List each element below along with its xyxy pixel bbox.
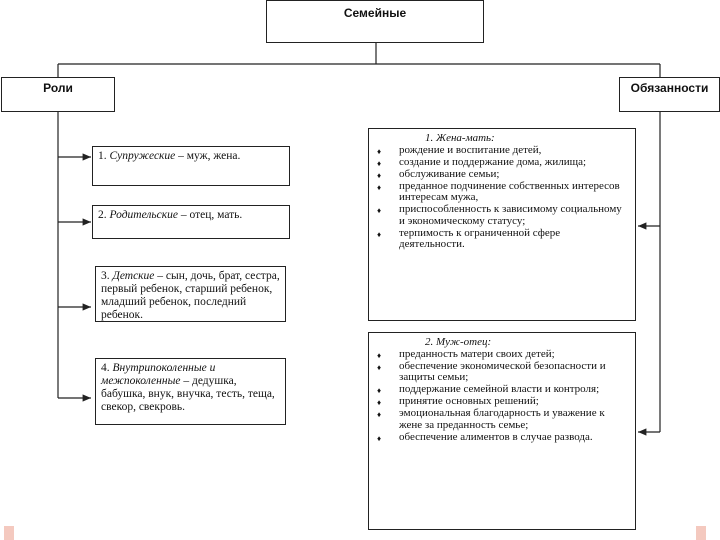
duty-item: ♦ принятие основных решений;	[389, 396, 627, 408]
decorative-stripe-left	[4, 526, 14, 540]
role-members: – сын, дочь, брат, сестра, первый ребенок, старший ребенок, младший ребенок, последний ребенок.	[101, 270, 280, 321]
roles-header-box	[1, 77, 115, 112]
duty-item: ♦ рождение и воспитание детей,	[389, 145, 627, 157]
duty-item: ♦ эмоциональная благодарность и уважение к жене за преданность семье;	[389, 408, 627, 431]
duties-header-box	[619, 77, 720, 112]
title-text: Семейные	[343, 6, 407, 20]
duties-box-wife-mother	[368, 128, 636, 321]
role-name: Супружеские	[109, 150, 176, 162]
role-num: 3.	[101, 270, 110, 282]
duty-item: ♦ обеспечение алиментов в случае развода.	[389, 432, 627, 444]
role-box-spousal	[92, 146, 290, 186]
duties-header-text: Обязанности	[630, 81, 709, 95]
duty-title: 1. Жена-мать:	[425, 132, 495, 144]
duty-item: ♦ создание и поддержание дома, жилища;	[389, 157, 627, 169]
role-box-generational	[95, 358, 286, 425]
decorative-stripe-right	[696, 526, 706, 540]
role-num: 1.	[98, 150, 107, 162]
duty-item: ♦ приспособленность к зависимому социальному и экономическому статусу;	[389, 204, 627, 227]
duty-item: ♦ поддержание семейной власти и контроля;	[389, 384, 627, 396]
role-members: – дедушка, бабушка, внук, внучка, тесть, теща, свекор, свекровь.	[101, 375, 275, 413]
role-name: Внутрипоколенные и межпоколенные	[101, 362, 216, 387]
role-name: Детские	[112, 270, 155, 282]
title-box	[266, 0, 484, 43]
role-members: – отец, мать.	[177, 209, 243, 221]
duty-list	[377, 145, 627, 251]
duty-list	[377, 349, 627, 444]
role-box-children	[95, 266, 286, 322]
role-num: 2.	[98, 209, 107, 221]
duty-item: ♦ терпимость к ограниченной сфере деятельности.	[389, 228, 627, 251]
duty-title: 2. Муж-отец:	[425, 336, 492, 348]
duty-item: ♦ преданное подчинение собственных интересов интересам мужа,	[389, 181, 627, 204]
role-name: Родительские	[109, 209, 178, 221]
duty-item: ♦ обеспечение экономической безопасности и защиты семьи;	[389, 361, 627, 384]
role-members: – муж, жена.	[175, 150, 241, 162]
roles-header-text: Роли	[43, 81, 73, 95]
role-num: 4.	[101, 362, 110, 374]
duty-item: ♦ преданность матери своих детей;	[389, 349, 627, 361]
role-box-parental	[92, 205, 290, 239]
duties-box-husband-father	[368, 332, 636, 530]
duty-item: ♦ обслуживание семьи;	[389, 169, 627, 181]
